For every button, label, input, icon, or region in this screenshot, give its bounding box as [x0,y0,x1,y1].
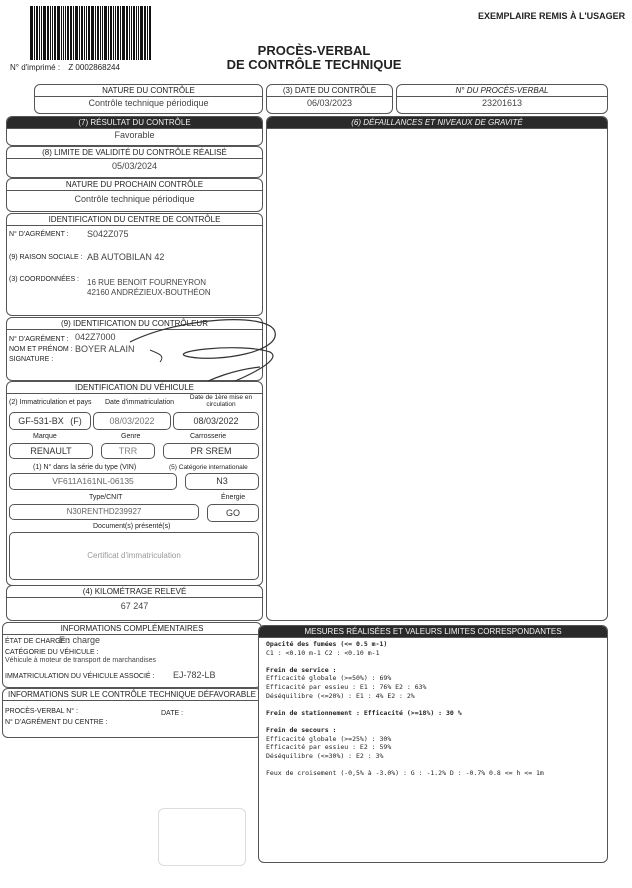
vehicle-header: IDENTIFICATION DU VÉHICULE [7,382,262,394]
control-date-header: (3) DATE DU CONTRÔLE [267,85,392,97]
mileage-header: (4) KILOMÉTRAGE RELEVÉ [7,586,262,598]
unfavorable-box [2,688,262,738]
controller-name-label: NOM ET PRÉNOM : [9,346,73,353]
measure-line: Déséquilibre (<=30%) : E2 : 3% [266,751,384,760]
unfavorable-date-label: DATE : [161,710,184,717]
charge-value: En charge [59,635,101,645]
mileage-value: 67 247 [120,601,149,611]
measure-line: Frein de secours : [266,726,337,734]
next-control-box [6,178,263,212]
result-box [6,116,263,146]
registration-value: GF-531-BX [18,416,64,426]
copy-label: EXEMPLAIRE REMIS À L'USAGER [478,11,626,21]
genre-label: Genre [121,433,141,440]
measure-line: Feux de croisement (-0,5% à -3.0%) : G : -1.2% D : -0.7% 0.8 <= h <= 1m [266,769,544,777]
unfavorable-pv-label: PROCÈS-VERBAL N° : [5,708,78,715]
unfavorable-center-label: N° D'AGRÉMENT DU CENTRE : [5,719,108,726]
center-name-value: AB AUTOBILAN 42 [87,252,165,262]
print-number-value: Z 0002868244 [68,63,120,72]
next-control-value: Contrôle technique périodique [74,194,195,204]
measure-line: C1 : <0.10 m-1 C2 : <0.10 m-1 [266,648,380,657]
measure-line: Opacité des fumées (<= 0.5 m-1) [266,640,388,648]
energy-cell: GO [207,504,259,522]
vin-cell: VF611A161NL-06135 [9,473,177,490]
registration-date-label: Date d'immatriculation [105,399,175,406]
category-cell: N3 [185,473,259,490]
measures-header: MESURES RÉALISÉES ET VALEURS LIMITES CORRESPONDANTES [259,626,607,638]
type-cell: N30RENTHD239927 [9,504,199,520]
measure-line: Efficacité par essieu : E2 : 59% [266,743,392,752]
extra-info-header: INFORMATIONS COMPLÉMENTAIRES [3,623,261,635]
controller-signature-label: SIGNATURE : [9,356,54,363]
print-number-label: N° d'imprimé : [10,63,61,72]
energy-label: Énergie [221,494,246,501]
title-line-1: PROCÈS-VERBAL [257,43,371,58]
type-label: Type/CNIT [89,494,123,501]
defects-header: (6) DÉFAILLANCES ET NIVEAUX DE GRAVITÉ [267,117,607,129]
result-value: Favorable [114,130,155,140]
vin-label: (1) N° dans la série du type (VIN) [33,464,137,471]
validity-limit-header: (8) LIMITE DE VALIDITÉ DU CONTRÔLE RÉALISÉ [7,147,262,159]
control-date-box [266,84,393,114]
center-coords-label: (3) COORDONNÉES : [9,276,80,283]
stamp-outline [158,808,246,866]
document-title [214,44,414,72]
registration-cell [9,412,91,430]
extra-info-box [2,622,262,688]
control-nature-value: Contrôle technique périodique [88,98,209,108]
pv-number-box [396,84,608,114]
category-vehicle-label: CATÉGORIE DU VÉHICULE : [5,649,99,656]
brand-cell: RENAULT [9,443,93,459]
pv-number-header: N° DU PROCÈS-VERBAL [397,85,607,97]
vehicle-box [6,381,263,586]
documents-cell: Certificat d'immatriculation [9,532,259,580]
validity-limit-box [6,146,263,178]
measure-line: Efficacité par essieu : E1 : 76% E2 : 63% [266,683,427,691]
first-use-cell: 08/03/2022 [173,412,259,430]
center-header: IDENTIFICATION DU CENTRE DE CONTRÔLE [7,214,262,226]
barcode [30,6,166,60]
controller-agreement-value: 042Z7000 [75,332,116,342]
title-line-2: DE CONTRÔLE TECHNIQUE [226,57,402,72]
measures-box [258,625,608,863]
body-label: Carrosserie [190,433,227,440]
measure-line: Efficacité globale (>=25%) : 30% [266,734,392,743]
center-box [6,213,263,316]
center-agreement-label: N° D'AGRÉMENT : [9,231,69,238]
center-name-label: (9) RAISON SOCIALE : [9,254,83,261]
measure-line: Efficacité globale (>=50%) : 69% [266,674,392,683]
result-header: (7) RÉSULTAT DU CONTRÔLE [7,117,262,129]
charge-label: ÉTAT DE CHARGE : [5,638,70,645]
control-nature-box [34,84,263,114]
associated-label: IMMATRICULATION DU VÉHICULE ASSOCIÉ : [5,673,155,680]
pv-number-value: 23201613 [481,98,523,108]
controller-header: (9) IDENTIFICATION DU CONTRÔLEUR [7,318,262,330]
body-cell: PR SREM [163,443,259,459]
documents-label: Document(s) présenté(s) [93,523,171,530]
control-nature-header: NATURE DU CONTRÔLE [35,85,262,97]
print-number [10,63,120,72]
associated-value: EJ-782-LB [173,670,216,680]
category-vehicle-value: Véhicule à moteur de transport de marchandises [5,657,156,664]
registration-date-cell: 08/03/2022 [93,412,171,430]
controller-agreement-label: N° D'AGRÉMENT : [9,336,69,343]
unfavorable-header: INFORMATIONS SUR LE CONTRÔLE TECHNIQUE DÉFAVORABLE [3,689,261,701]
registration-label: (2) Immatriculation et pays [9,399,92,406]
brand-label: Marque [33,433,57,440]
measure-line: Déséquilibre (<=20%) : E1 : 4% E2 : 2% [266,691,415,700]
defects-box [266,116,608,621]
controller-name-value: BOYER ALAIN [75,344,135,354]
country-value: (F) [70,416,82,426]
next-control-header: NATURE DU PROCHAIN CONTRÔLE [7,179,262,191]
mileage-box [6,585,263,621]
center-address-line2: 42160 ANDRÉZIEUX-BOUTHÉON [87,288,211,297]
category-label: (5) Catégorie internationale [169,464,248,471]
measure-line: Frein de stationnement : Efficacité (>=18%) : 30 % [266,708,462,717]
control-date-value: 06/03/2023 [306,98,353,108]
first-use-label: Date de 1ère mise en circulation [189,394,253,408]
genre-cell: TRR [101,443,155,459]
center-address-line1: 16 RUE BENOIT FOURNEYRON [87,278,206,287]
validity-limit-value: 05/03/2024 [111,161,158,171]
measure-line: Frein de service : [266,665,337,674]
center-agreement-value: S042Z075 [87,229,129,239]
